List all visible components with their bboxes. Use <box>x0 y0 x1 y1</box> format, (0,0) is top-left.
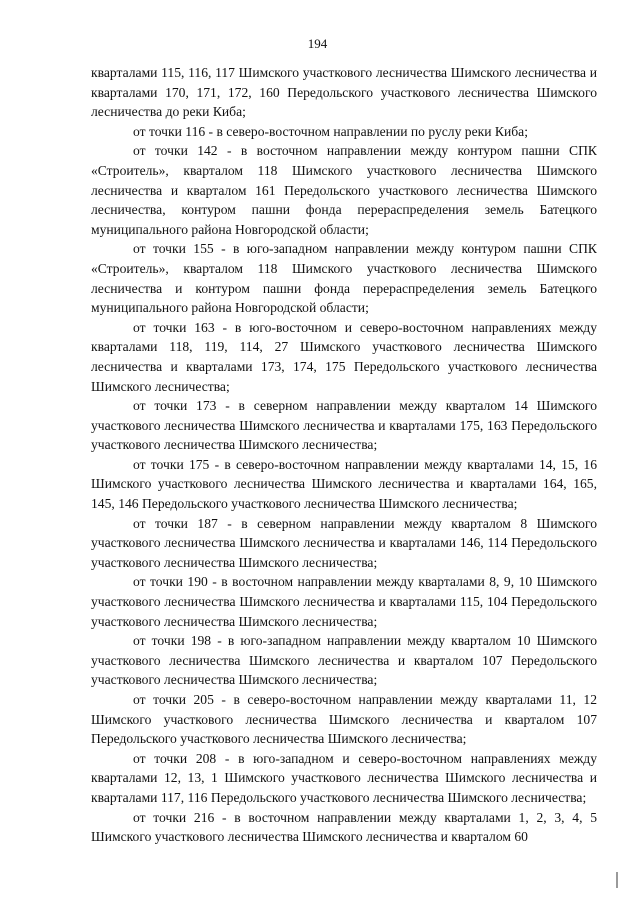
paragraph-point-205: от точки 205 - в северо-восточном направлении между кварталами 11, 12 Шимского участкового лесничества Шимского лесничества и кварталом 107 Передольского участкового лесничества Шимского лесничества; <box>91 692 597 747</box>
paragraph-point-216: от точки 216 - в восточном направлении между кварталами 1, 2, 3, 4, 5 Шимского участкового лесничества Шимского лесничества и кварталом 60 <box>91 809 597 845</box>
paragraph-point-173: от точки 173 - в северном направлении между кварталом 14 Шимского участкового лесничества Шимского лесничества и кварталами 175, 163 Передольского участкового лесничества Шимского лесничества; <box>91 398 597 453</box>
paragraph-point-175: от точки 175 - в северо-восточном направлении между кварталами 14, 15, 16 Шимского участкового лесничества Шимского лесничества и кварталами 164, 165, 145, 146 Передольского участкового лесничества Шимского лесничества; <box>91 456 597 512</box>
paragraph-point-116: от точки 116 - в северо-восточном направлении по руслу реки Киба; <box>133 123 528 139</box>
paragraph-point-163: от точки 163 - в юго-восточном и северо-восточном направлениях между кварталами 118, 119, 114, 27 Шимского участкового лесничества Шимского лесничества и кварталами 173, 174, 175 Передольского участкового лесничества Шимского лесничества; <box>91 319 597 394</box>
paragraph-point-142: от точки 142 - в восточном направлении между контуром пашни СПК «Строитель», кварталом 118 Шимского участкового лесничества Шимского лесничества и кварталом 161 Передольского участкового лесничества Шимского лесничества, контуром пашни фонда перераспределения земель Батецкого муниципального района Новгородской области; <box>91 143 597 237</box>
paragraph-point-208: от точки 208 - в юго-западном и северо-восточном направлениях между кварталами 12, 13, 1 Шимского участкового лесничества Шимского лесничества и кварталами 117, 116 Передольского участкового лесничества Шимского лесничества; <box>91 750 597 805</box>
scan-edge-mark <box>616 872 618 888</box>
page-number: 194 <box>307 36 328 51</box>
paragraph-point-190: от точки 190 - в восточном направлении между кварталами 8, 9, 10 Шимского участкового лесничества Шимского лесничества и кварталами 115, 104 Передольского участкового лесничества Шимского лесничества; <box>91 574 597 629</box>
document-body <box>91 63 597 847</box>
paragraph-point-187: от точки 187 - в северном направлении между кварталом 8 Шимского участкового лесничества Шимского лесничества и кварталами 146, 114 Передольского участкового лесничества Шимского лесничества; <box>91 515 597 570</box>
paragraph-point-155: от точки 155 - в юго-западном направлении между контуром пашни СПК «Строитель», кварталом 118 Шимского участкового лесничества Шимского лесничества и контуром пашни фонда перераспределения земель Батецкого муниципального района Новгородской области; <box>91 241 597 316</box>
paragraph-point-198: от точки 198 - в юго-западном направлении между кварталом 10 Шимского участкового лесничества Шимского лесничества и кварталом 107 Передольского участкового лесничества Шимского лесничества; <box>91 633 597 688</box>
paragraph-continuation: кварталами 115, 116, 117 Шимского участкового лесничества Шимского лесничества и кварталами 170, 171, 172, 160 Передольского участкового лесничества Шимского лесничества до реки Киба; <box>91 65 597 120</box>
